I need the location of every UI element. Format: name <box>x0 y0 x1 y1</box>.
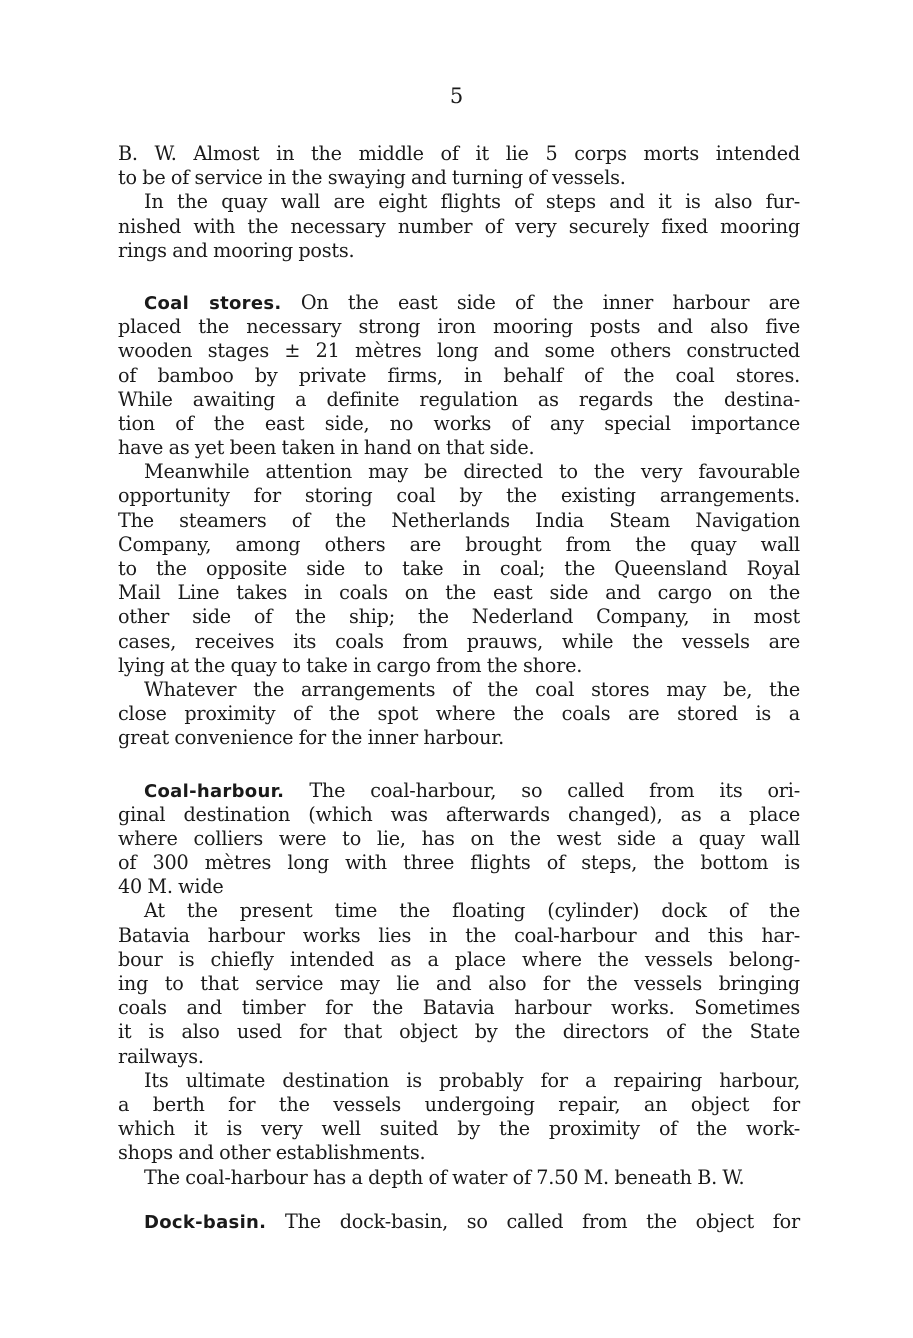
text-line: bour is chiefly intended as a place where the vessels belong- <box>118 947 800 971</box>
text-line: where colliers were to lie, has on the west side a quay wall <box>118 826 800 850</box>
text-line: nished with the necessary number of very securely fixed mooring <box>118 214 800 238</box>
text-line: At the present time the floating (cylinder) dock of the <box>144 899 800 923</box>
text-line: great convenience for the inner harbour. <box>118 726 505 750</box>
text-line: close proximity of the spot where the coals are stored is a <box>118 702 800 726</box>
text-line: tion of the east side, no works of any special importance <box>118 411 800 435</box>
section-first-line <box>118 779 800 803</box>
text-line: Whatever the arrangements of the coal stores may be, the <box>144 677 800 701</box>
text-line: Company, among others are brought from the quay wall <box>118 532 800 556</box>
text-line: coals and timber for the Batavia harbour works. Sometimes <box>118 996 800 1020</box>
text-line: shops and other establishments. <box>118 1141 426 1165</box>
text-line: ing to that service may lie and also for the vessels bringing <box>118 972 800 995</box>
text-line: placed the necessary strong iron mooring posts and also five <box>118 315 800 339</box>
text-line: Batavia harbour works lies in the coal-harbour and this har- <box>118 923 800 947</box>
text-line: a berth for the vessels undergoing repair, an object for <box>118 1092 800 1116</box>
text-line: it is also used for that object by the directors of the State <box>118 1020 800 1044</box>
text-line: ginal destination (which was afterwards changed), as a place <box>118 802 800 826</box>
section-heading-coal-stores: Coal stores. <box>144 292 282 314</box>
text-line: The steamers of the Netherlands India Steam Navigation <box>118 508 800 532</box>
text-line: railways. <box>118 1044 204 1068</box>
text-line: While awaiting a definite regulation as regards the destina- <box>118 387 800 411</box>
text-line: other side of the ship; the Nederland Company, in most <box>118 605 800 629</box>
text-line: Meanwhile attention may be directed to the very favourable <box>144 460 800 484</box>
body-text <box>118 142 800 1234</box>
text-line: of 300 mètres long with three flights of steps, the bottom is <box>118 851 800 875</box>
section-first-line <box>118 1210 800 1234</box>
text-line: of bamboo by private firms, in behalf of the coal stores. <box>118 363 800 387</box>
text-line: to the opposite side to take in coal; the Queensland Royal <box>118 557 800 580</box>
section-heading-coal-harbour: Coal-harbour. <box>144 780 285 802</box>
text-line: which it is very well suited by the proximity of the work- <box>118 1117 800 1141</box>
text-line: cases, receives its coals from prauws, while the vessels are <box>118 629 800 653</box>
text-fragment: On the east side of the inner harbour are <box>300 290 800 314</box>
text-fragment: The dock-basin, so called from the object for <box>285 1209 800 1233</box>
page-number: 5 <box>449 84 464 108</box>
text-line: wooden stages ± 21 mètres long and some others constructed <box>118 339 800 363</box>
text-line: Mail Line takes in coals on the east side and cargo on the <box>118 581 800 605</box>
text-line: lying at the quay to take in cargo from the shore. <box>118 653 583 677</box>
text-line: In the quay wall are eight flights of steps and it is also fur- <box>144 190 800 214</box>
text-line: rings and mooring posts. <box>118 238 355 262</box>
text-line: 40 M. wide <box>118 875 224 899</box>
text-fragment: The coal-harbour, so called from its ori- <box>309 778 801 802</box>
text-line: to be of service in the swaying and turning of vessels. <box>118 166 626 190</box>
text-line: The coal-harbour has a depth of water of 7.50 M. beneath B. W. <box>144 1165 745 1189</box>
text-line: opportunity for storing coal by the existing arrangements. <box>118 484 800 508</box>
text-line: have as yet been taken in hand on that side. <box>118 436 535 460</box>
text-line: Its ultimate destination is probably for a repairing harbour, <box>144 1068 800 1092</box>
section-first-line <box>118 291 800 315</box>
text-line: B. W. Almost in the middle of it lie 5 corps morts intended <box>118 142 800 165</box>
section-heading-dock-basin: Dock-basin. <box>144 1211 267 1233</box>
